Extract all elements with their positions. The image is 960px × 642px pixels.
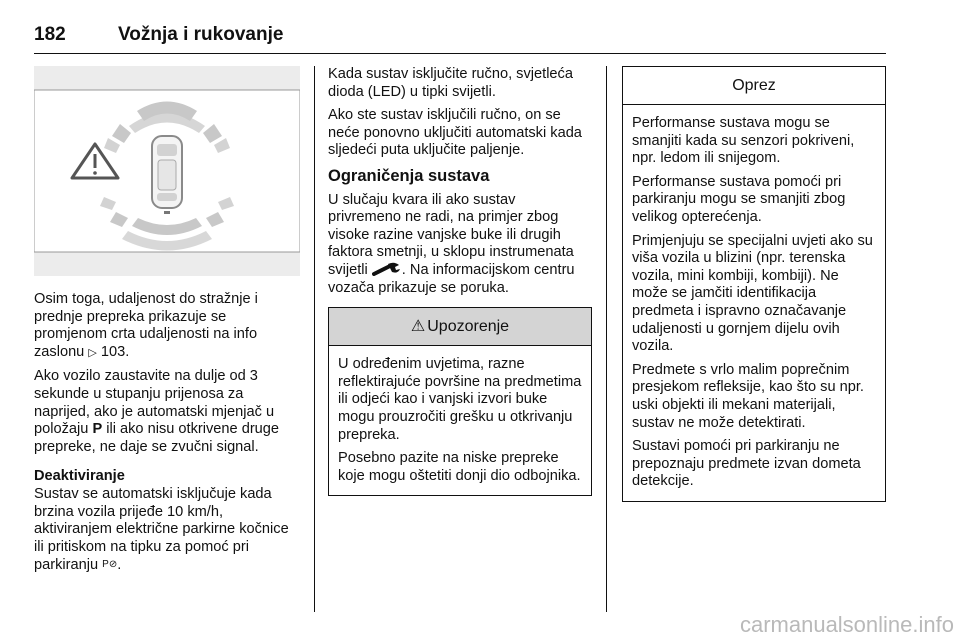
gear-position-label: P: [92, 421, 103, 438]
warning-box-body: [329, 346, 591, 495]
warning-box: [328, 307, 592, 496]
paragraph: [328, 192, 592, 298]
watermark: carmanualsonline.info: [739, 612, 954, 637]
paragraph-text: . Na informacijskom centru vozača prikazuje se poruka.: [328, 261, 575, 296]
paragraph: Ako ste sustav isključili ručno, on se neće ponovno uključiti automatski kada sljedeći puta uključite paljenje.: [328, 107, 582, 159]
caution-box-title: Oprez: [732, 76, 776, 94]
section-title: Ograničenja sustava: [328, 166, 490, 185]
figure-graphic: [34, 66, 300, 276]
column-left: [34, 66, 300, 581]
caution-box-header: [623, 67, 885, 105]
paragraph: Posebno pazite na niske prepreke koje mogu oštetiti donji dio odbojnika.: [338, 450, 581, 484]
page-number: 182: [34, 24, 66, 45]
parking-assist-button-icon: P⊘: [102, 559, 118, 571]
caution-box: [622, 66, 886, 502]
chapter-title: Vožnja i rukovanje: [118, 24, 284, 45]
paragraph: Predmete s vrlo malim poprečnim presjekom refleksije, kao što su npr. uski objekti ili mekani materijali, sustav ne može detektirati.: [632, 361, 864, 431]
warning-box-title: Upozorenje: [427, 317, 510, 335]
paragraph-text: Ako vozilo zaustavite na dulje od 3 sekunde u stupanju prijenosa za naprijed, ako je automatski mjenjač u položaju: [34, 368, 275, 438]
subheading: Deaktiviranje: [34, 468, 125, 485]
column-middle: [328, 66, 592, 496]
paragraph: U određenim uvjetima, razne reflektirajuće površine na predmetima ili odjeći kao i vanjski izvori buke mogu prouzročiti grešku u otkrivanju prepreka.: [338, 356, 582, 443]
paragraph: [34, 291, 300, 362]
paragraph: Kada sustav isključite ručno, svjetleća dioda (LED) u tipki svijetli.: [328, 66, 573, 100]
paragraph-text: ili ako nisu otkrivene druge prepreke, ne daje se zvučni signal.: [34, 421, 280, 455]
paragraph: Primjenjuju se specijalni uvjeti ako su viša vozila u blizini (npr. terenska vozila, mini kombiji, kombiji). Ne može se jamčiti identifikacija predmeta i ispravno označavanje udaljenosti u gornjem dijelu ovih vozila.: [632, 232, 873, 355]
wrench-icon: [372, 262, 402, 276]
paragraph: Sustavi pomoći pri parkiranju ne prepoznaju predmete izvan dometa detekcije.: [632, 438, 861, 490]
page-reference-icon: ▷: [88, 346, 97, 359]
warning-box-header: [329, 308, 591, 346]
car-top-view-icon: [152, 136, 182, 208]
paragraph-text: Sustav se automatski isključuje kada brzina vozila prijeđe 10 km/h, aktiviranjem električne parkirne kočnice ili pritiskom na tipku za pomoć pri parkiranju: [34, 485, 289, 574]
paragraph: [34, 368, 300, 456]
paragraph-text: .: [117, 557, 122, 574]
page-header: [34, 24, 886, 54]
paragraph: Performanse sustava mogu se smanjiti kada su senzori pokriveni, npr. ledom ili snijegom.: [632, 115, 855, 167]
parking-sensor-figure: [34, 66, 300, 276]
page-reference[interactable]: 103.: [100, 343, 130, 360]
column-right: [622, 66, 886, 502]
paragraph-text: Osim toga, udaljenost do stražnje i prednje prepreka prikazuje se promjenom crta udaljenosti na info zaslonu: [34, 291, 258, 360]
paragraph: [34, 486, 300, 575]
column-divider: [314, 66, 315, 612]
paragraph-text: U slučaju kvara ili ako sustav privremeno ne radi, na primjer zbog visoke razine vanjske buke ili drugih faktora smetnji, u sklopu instrumenata svijetli: [328, 191, 574, 278]
column-divider: [606, 66, 607, 612]
warning-icon: ⚠: [410, 317, 426, 335]
caution-box-body: [623, 105, 885, 501]
paragraph: Performanse sustava pomoći pri parkiranju mogu se smanjiti zbog velikog opterećenja.: [632, 173, 846, 225]
